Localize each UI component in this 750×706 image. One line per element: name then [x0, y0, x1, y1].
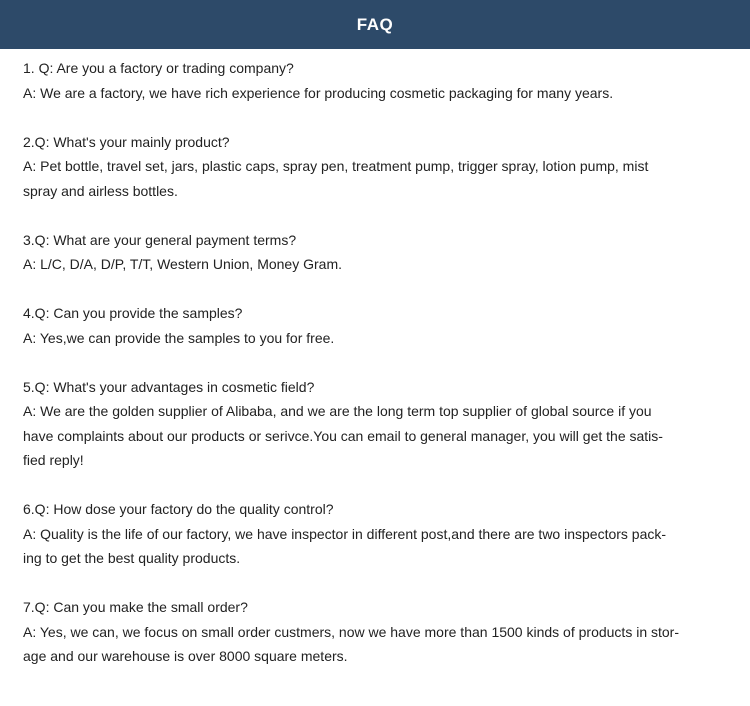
faq-answer-2-line-2: spray and airless bottles. [23, 182, 178, 199]
faq-question-2: 2.Q: What's your mainly product? [23, 133, 230, 150]
faq-answer-2-line-1: A: Pet bottle, travel set, jars, plastic caps, spray pen, treatment pump, trigger spray, lotion pump, mist [23, 158, 649, 174]
faq-item-5 [23, 375, 728, 473]
faq-answer-4-line-1: A: Yes,we can provide the samples to you for free. [23, 329, 335, 346]
faq-question-6: 6.Q: How dose your factory do the quality control? [23, 501, 334, 517]
faq-item-4 [23, 301, 728, 350]
faq-list [23, 56, 728, 693]
faq-item-6 [23, 497, 728, 571]
faq-answer-7-line-1: A: Yes, we can, we focus on small order custmers, now we have more than 1500 kinds of products in stor- [23, 623, 679, 640]
faq-answer-7-line-2: age and our warehouse is over 8000 square meters. [23, 648, 348, 664]
faq-answer-3-line-1: A: L/C, D/A, D/P, T/T, Western Union, Money Gram. [23, 256, 342, 272]
faq-item-2 [23, 130, 728, 204]
faq-question-7: 7.Q: Can you make the small order? [23, 599, 248, 615]
faq-question-5: 5.Q: What's your advantages in cosmetic field? [23, 378, 315, 395]
faq-answer-6-line-1: A: Quality is the life of our factory, we have inspector in different post,and there are two inspectors pack- [23, 525, 667, 542]
faq-question-3: 3.Q: What are your general payment terms? [23, 231, 297, 248]
faq-question-4: 4.Q: Can you provide the samples? [23, 305, 243, 321]
faq-answer-5-line-1: A: We are the golden supplier of Alibaba, and we are the long term top supplier of global source if you [23, 403, 652, 419]
page-title: FAQ [356, 14, 394, 34]
faq-header [0, 0, 750, 49]
faq-item-3 [23, 228, 728, 277]
faq-answer-5-line-2: have complaints about our products or serivce.You can email to general manager, you will get the satis- [23, 427, 663, 444]
faq-answer-6-line-2: ing to get the best quality products. [23, 550, 241, 566]
faq-question-1: 1. Q: Are you a factory or trading company? [23, 60, 294, 76]
faq-item-7 [23, 595, 728, 669]
faq-item-1 [23, 56, 728, 105]
faq-answer-5-line-3: fied reply! [23, 452, 84, 468]
faq-answer-1-line-1: A: We are a factory, we have rich experience for producing cosmetic packaging for many years. [23, 84, 614, 101]
